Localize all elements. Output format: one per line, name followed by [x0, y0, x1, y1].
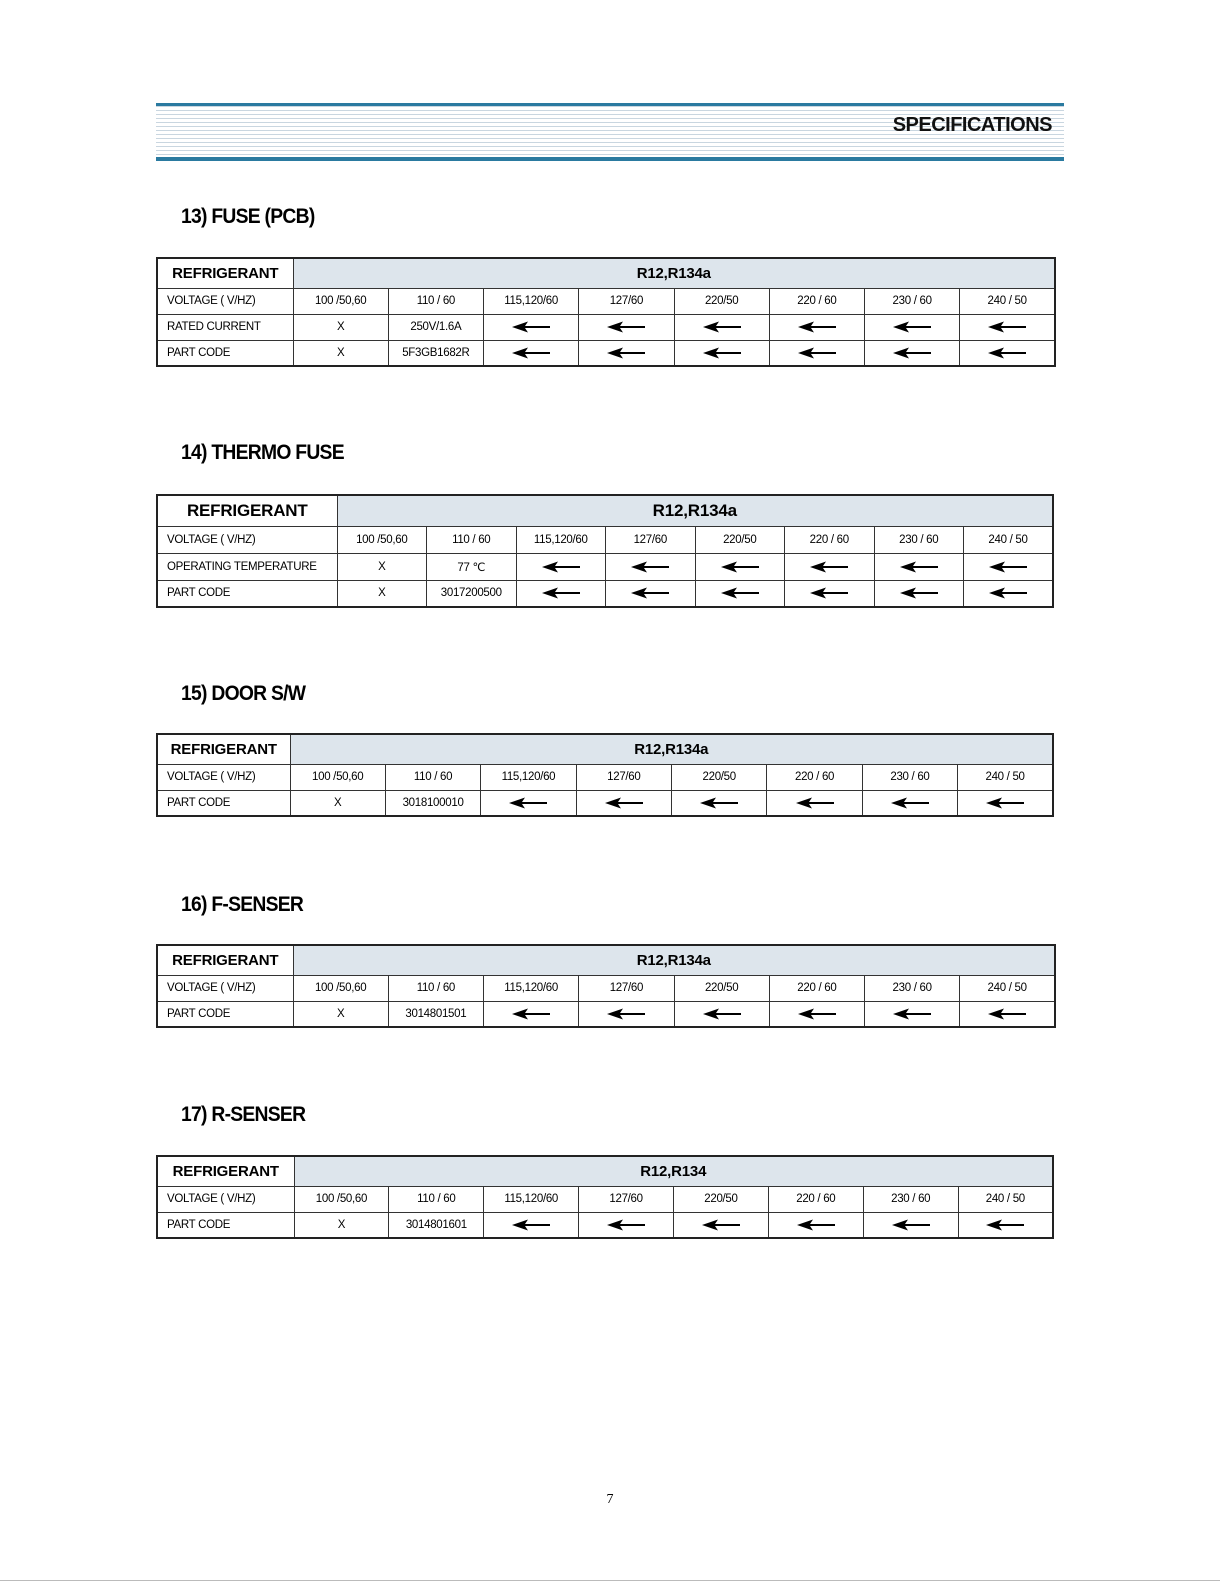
- same-as-left-cell: [579, 340, 674, 366]
- same-as-left-cell: [785, 553, 875, 580]
- thermo-fuse-table: [156, 494, 1054, 608]
- refrigerant-value: R12,R134a: [337, 495, 1053, 526]
- value-cell: 250V/1.6A: [388, 314, 483, 340]
- voltage-cell: 127/60: [579, 1186, 674, 1212]
- same-as-left-cell: [874, 580, 964, 607]
- refrigerant-value: R12,R134a: [290, 734, 1053, 764]
- same-as-left-cell: [484, 314, 579, 340]
- row-label: PART CODE: [157, 1001, 293, 1027]
- value-cell: X: [290, 790, 385, 816]
- value-cell: X: [293, 1001, 388, 1027]
- same-as-left-cell: [960, 340, 1055, 366]
- left-arrow-icon: [511, 347, 551, 359]
- left-arrow-icon: [988, 587, 1028, 599]
- left-arrow-icon: [899, 561, 939, 573]
- value-cell: 77 ℃: [427, 553, 517, 580]
- same-as-left-cell: [768, 1212, 863, 1238]
- voltage-cell: 115,120/60: [516, 526, 606, 553]
- voltage-cell: 115,120/60: [484, 975, 579, 1001]
- value-cell: 3018100010: [385, 790, 480, 816]
- voltage-cell: 100 /50,60: [293, 288, 388, 314]
- refrigerant-label: REFRIGERANT: [157, 258, 293, 288]
- same-as-left-cell: [769, 340, 864, 366]
- value-cell: 3017200500: [427, 580, 517, 607]
- same-as-left-cell: [785, 580, 875, 607]
- voltage-cell: 220/50: [674, 1186, 769, 1212]
- left-arrow-icon: [987, 321, 1027, 333]
- voltage-cell: 100 /50,60: [293, 975, 388, 1001]
- same-as-left-cell: [865, 314, 960, 340]
- page-number: 7: [606, 1492, 614, 1507]
- same-as-left-cell: [484, 1212, 579, 1238]
- value-cell: X: [294, 1212, 389, 1238]
- same-as-left-cell: [606, 553, 696, 580]
- voltage-cell: 127/60: [576, 764, 671, 790]
- r-senser-table: [156, 1155, 1054, 1239]
- value-cell: X: [337, 553, 427, 580]
- voltage-cell: 230 / 60: [863, 1186, 958, 1212]
- voltage-cell: 240 / 50: [958, 764, 1053, 790]
- left-arrow-icon: [795, 797, 835, 809]
- left-arrow-icon: [606, 321, 646, 333]
- voltage-cell: 110 / 60: [385, 764, 480, 790]
- voltage-cell: 115,120/60: [481, 764, 576, 790]
- left-arrow-icon: [606, 1008, 646, 1020]
- voltage-cell: 220/50: [674, 288, 769, 314]
- left-arrow-icon: [809, 561, 849, 573]
- row-label: PART CODE: [157, 580, 337, 607]
- value-cell: X: [293, 340, 388, 366]
- voltage-cell: 240 / 50: [960, 288, 1055, 314]
- section-heading: 14) THERMO FUSE: [181, 441, 344, 464]
- voltage-cell: 127/60: [579, 975, 674, 1001]
- voltage-cell: 230 / 60: [865, 288, 960, 314]
- same-as-left-cell: [672, 790, 767, 816]
- voltage-cell: 110 / 60: [388, 975, 483, 1001]
- left-arrow-icon: [606, 1219, 646, 1231]
- voltage-cell: 230 / 60: [865, 975, 960, 1001]
- same-as-left-cell: [606, 580, 696, 607]
- same-as-left-cell: [579, 1001, 674, 1027]
- same-as-left-cell: [964, 553, 1054, 580]
- voltage-cell: 100 /50,60: [290, 764, 385, 790]
- same-as-left-cell: [767, 790, 862, 816]
- voltage-cell: 115,120/60: [484, 1186, 579, 1212]
- left-arrow-icon: [809, 587, 849, 599]
- voltage-cell: 240 / 50: [960, 975, 1055, 1001]
- left-arrow-icon: [987, 347, 1027, 359]
- same-as-left-cell: [484, 1001, 579, 1027]
- section-heading: 17) R-SENSER: [181, 1103, 306, 1126]
- same-as-left-cell: [958, 790, 1053, 816]
- header-bottom-rule: [156, 157, 1064, 161]
- left-arrow-icon: [797, 321, 837, 333]
- left-arrow-icon: [702, 321, 742, 333]
- same-as-left-cell: [695, 580, 785, 607]
- same-as-left-cell: [695, 553, 785, 580]
- same-as-left-cell: [769, 1001, 864, 1027]
- value-cell: 3014801501: [388, 1001, 483, 1027]
- refrigerant-value: R12,R134a: [293, 945, 1055, 975]
- section-heading: 13) FUSE (PCB): [181, 205, 315, 228]
- same-as-left-cell: [769, 314, 864, 340]
- same-as-left-cell: [516, 580, 606, 607]
- same-as-left-cell: [960, 314, 1055, 340]
- left-arrow-icon: [699, 797, 739, 809]
- left-arrow-icon: [511, 1008, 551, 1020]
- voltage-label: VOLTAGE ( V/HZ): [157, 764, 290, 790]
- left-arrow-icon: [891, 1219, 931, 1231]
- voltage-cell: 110 / 60: [389, 1186, 484, 1212]
- same-as-left-cell: [516, 553, 606, 580]
- voltage-cell: 110 / 60: [427, 526, 517, 553]
- left-arrow-icon: [541, 587, 581, 599]
- value-cell: X: [293, 314, 388, 340]
- voltage-cell: 220 / 60: [785, 526, 875, 553]
- left-arrow-icon: [702, 1008, 742, 1020]
- left-arrow-icon: [797, 1008, 837, 1020]
- left-arrow-icon: [508, 797, 548, 809]
- page-bottom-rule: [0, 1580, 1220, 1581]
- value-cell: 5F3GB1682R: [388, 340, 483, 366]
- same-as-left-cell: [865, 1001, 960, 1027]
- refrigerant-value: R12,R134: [294, 1156, 1053, 1186]
- page-title: SPECIFICATIONS: [892, 114, 1052, 136]
- voltage-cell: 220 / 60: [767, 764, 862, 790]
- same-as-left-cell: [674, 340, 769, 366]
- left-arrow-icon: [988, 561, 1028, 573]
- voltage-cell: 220/50: [695, 526, 785, 553]
- same-as-left-cell: [481, 790, 576, 816]
- same-as-left-cell: [576, 790, 671, 816]
- same-as-left-cell: [579, 1212, 674, 1238]
- same-as-left-cell: [865, 340, 960, 366]
- same-as-left-cell: [964, 580, 1054, 607]
- left-arrow-icon: [630, 561, 670, 573]
- left-arrow-icon: [720, 561, 760, 573]
- left-arrow-icon: [720, 587, 760, 599]
- refrigerant-label: REFRIGERANT: [157, 495, 337, 526]
- left-arrow-icon: [511, 1219, 551, 1231]
- voltage-cell: 127/60: [579, 288, 674, 314]
- same-as-left-cell: [674, 314, 769, 340]
- voltage-label: VOLTAGE ( V/HZ): [157, 288, 293, 314]
- voltage-cell: 127/60: [606, 526, 696, 553]
- voltage-cell: 100 /50,60: [294, 1186, 389, 1212]
- f-senser-table: [156, 944, 1056, 1028]
- section-heading: 15) DOOR S/W: [181, 682, 306, 705]
- row-label: PART CODE: [157, 340, 293, 366]
- refrigerant-label: REFRIGERANT: [157, 1156, 294, 1186]
- left-arrow-icon: [892, 321, 932, 333]
- same-as-left-cell: [958, 1212, 1053, 1238]
- voltage-cell: 100 /50,60: [337, 526, 427, 553]
- voltage-cell: 220 / 60: [768, 1186, 863, 1212]
- header-top-rule: [156, 103, 1064, 106]
- voltage-label: VOLTAGE ( V/HZ): [157, 1186, 294, 1212]
- voltage-cell: 220/50: [674, 975, 769, 1001]
- left-arrow-icon: [606, 347, 646, 359]
- left-arrow-icon: [702, 347, 742, 359]
- refrigerant-value: R12,R134a: [293, 258, 1055, 288]
- same-as-left-cell: [484, 340, 579, 366]
- left-arrow-icon: [985, 1219, 1025, 1231]
- voltage-cell: 240 / 50: [964, 526, 1054, 553]
- value-cell: X: [337, 580, 427, 607]
- left-arrow-icon: [797, 347, 837, 359]
- left-arrow-icon: [985, 797, 1025, 809]
- voltage-cell: 220 / 60: [769, 975, 864, 1001]
- same-as-left-cell: [874, 553, 964, 580]
- door-switch-table: [156, 733, 1054, 817]
- voltage-cell: 230 / 60: [874, 526, 964, 553]
- row-label: PART CODE: [157, 790, 290, 816]
- left-arrow-icon: [987, 1008, 1027, 1020]
- row-label: OPERATING TEMPERATURE: [157, 553, 337, 580]
- refrigerant-label: REFRIGERANT: [157, 945, 293, 975]
- left-arrow-icon: [701, 1219, 741, 1231]
- left-arrow-icon: [511, 321, 551, 333]
- voltage-cell: 220/50: [672, 764, 767, 790]
- same-as-left-cell: [674, 1212, 769, 1238]
- row-label: RATED CURRENT: [157, 314, 293, 340]
- row-label: PART CODE: [157, 1212, 294, 1238]
- voltage-cell: 220 / 60: [769, 288, 864, 314]
- left-arrow-icon: [890, 797, 930, 809]
- voltage-label: VOLTAGE ( V/HZ): [157, 526, 337, 553]
- left-arrow-icon: [630, 587, 670, 599]
- left-arrow-icon: [899, 587, 939, 599]
- page-header: [156, 103, 1064, 161]
- voltage-cell: 110 / 60: [388, 288, 483, 314]
- fuse-pcb-table: [156, 257, 1056, 367]
- same-as-left-cell: [863, 1212, 958, 1238]
- left-arrow-icon: [892, 347, 932, 359]
- voltage-label: VOLTAGE ( V/HZ): [157, 975, 293, 1001]
- voltage-cell: 240 / 50: [958, 1186, 1053, 1212]
- left-arrow-icon: [541, 561, 581, 573]
- same-as-left-cell: [674, 1001, 769, 1027]
- refrigerant-label: REFRIGERANT: [157, 734, 290, 764]
- left-arrow-icon: [604, 797, 644, 809]
- value-cell: 3014801601: [389, 1212, 484, 1238]
- same-as-left-cell: [862, 790, 957, 816]
- same-as-left-cell: [579, 314, 674, 340]
- same-as-left-cell: [960, 1001, 1055, 1027]
- section-heading: 16) F-SENSER: [181, 893, 304, 916]
- left-arrow-icon: [892, 1008, 932, 1020]
- left-arrow-icon: [796, 1219, 836, 1231]
- voltage-cell: 115,120/60: [484, 288, 579, 314]
- voltage-cell: 230 / 60: [862, 764, 957, 790]
